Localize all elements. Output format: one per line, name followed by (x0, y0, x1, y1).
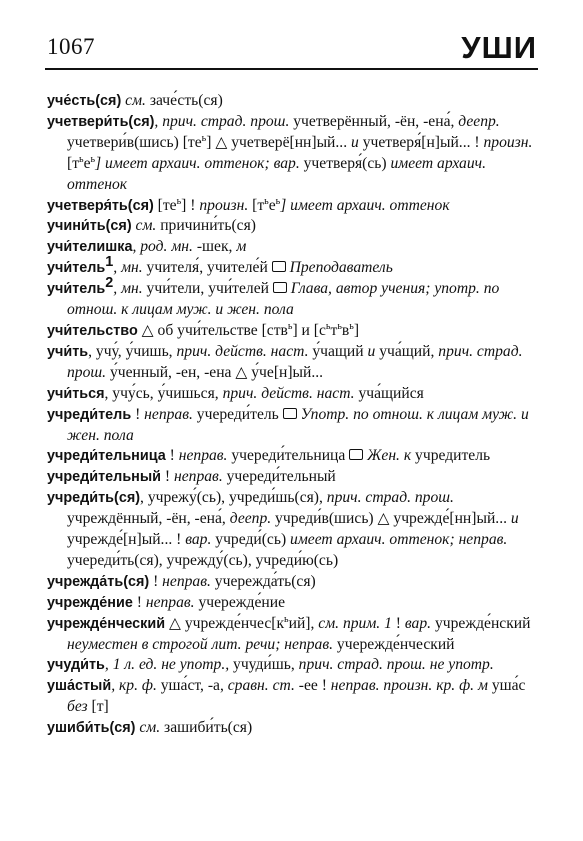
headword: учрежде́нческий (47, 615, 166, 632)
list-item: уче́сть(ся) см. заче́сть(ся) (47, 92, 223, 109)
list-item: учи́ть, учу́, у́чишь, прич. действ. наст. у́чащий и уча́щий, прич. страд. прош. у́ченный, -ен, -ена △ у́че[н]ый... (47, 342, 523, 381)
headword: учи́телишка (47, 239, 133, 256)
list-item: учреди́тельный ! неправ. учереди́тельный (47, 468, 336, 486)
box-icon (273, 282, 287, 293)
header-rule (45, 68, 538, 70)
list-item: учи́тельство △ об учи́тельстве [ств$^ь$] и $[с^ьт^ьв^ь]$ (47, 320, 360, 339)
headword: учини́ть(ся) (47, 218, 132, 235)
list-item: учи́тель$^1$, мн. учителя́, учителе́й Преподаватель (47, 254, 393, 277)
box-icon (272, 261, 286, 272)
list-item: учетверя́ть(ся) $[те^ь]$ ! произн. $[т^ье^ь]$ имеет архаич. оттенок (47, 195, 450, 214)
headword: учреди́тельный (47, 469, 162, 486)
headword: учи́тель (47, 281, 106, 298)
list-item: учрежда́ть(ся) ! неправ. учережда́ть(ся) (47, 572, 316, 590)
box-icon (283, 408, 297, 419)
list-item: учи́ться, учу́сь, у́чишься, прич. действ. наст. уча́щийся (47, 384, 424, 402)
list-item: учреди́тель ! неправ. учереди́тель Употр. по отнош. к лицам муж. и жен. пола (47, 405, 529, 444)
page-number: 1067 (47, 34, 95, 59)
list-item: учрежде́нческий △ $учрежде́нчес[к^ьий]$, см. прим. 1 ! вар. учрежде́нский неуместен в строгой лит. речи; неправ. учережде́нческий (47, 613, 531, 653)
headword: учреди́тель (47, 406, 132, 423)
headword: учи́тель (47, 260, 106, 277)
list-item: учуди́ть, 1 л. ед. не употр., учуди́шь, прич. страд. прош. не употр. (47, 656, 494, 674)
headword: уша́стый (47, 678, 112, 695)
list-item: учрежде́ние ! неправ. учережде́ние (47, 593, 285, 611)
headword: учуди́ть (47, 657, 105, 674)
headword: учрежде́ние (47, 594, 133, 611)
list-item: учи́тель$^2$, мн. учи́тели, учи́телей Глава, автор учения; употр. по отнош. к лицам муж. и жен. пола (47, 274, 500, 319)
headword: ушиби́ть(ся) (47, 720, 136, 737)
headword: учи́тельство (47, 322, 138, 339)
headword: учетверя́ть(ся) (47, 197, 154, 214)
headword: учрежда́ть(ся) (47, 573, 150, 590)
headword: уче́сть(ся) (47, 93, 122, 109)
headword: учреди́ть(ся) (47, 490, 141, 507)
list-item: ушиби́ть(ся) см. зашиби́ть(ся) (47, 719, 253, 737)
headword: учреди́тельница (47, 448, 166, 465)
headword: учи́ться (47, 385, 105, 402)
headword: учетвери́ть(ся) (47, 113, 155, 130)
list-item: учреди́тельница ! неправ. учереди́тельница Жен. к учредитель (47, 447, 491, 465)
list-item: учи́телишка, род. мн. -шек, м (47, 238, 247, 256)
list-item: учетвери́ть(ся), прич. страд. прош. учетверённый, -ён, -ена́, деепр. учетвери́в(шись) $[те^ь]$ △ учетверё[нн]ый... и учетверя́[н]ый... ! произн. $[т^ье^ь]$ имеет архаич. оттенок; вар. учетверя́(сь) имеет архаич. оттенок (47, 112, 533, 193)
headword: учи́ть (47, 343, 89, 360)
list-item: учреди́ть(ся), учрежу́(сь), учреди́шь(ся), прич. страд. прош. учреждённый, -ён, -ена́, деепр. учреди́в(шись) △ учрежде́[нн]ый... и учрежде́[н]ый... ! вар. учреди́(сь) имеет архаич. оттенок; неправ. учереди́ть(ся), учрежду́(сь), учреди́ю(сь) (47, 489, 519, 569)
running-head: УШИ (461, 30, 537, 65)
dictionary-entries (47, 91, 539, 739)
box-icon (349, 449, 363, 460)
list-item: учини́ть(ся) см. причини́ть(ся) (47, 217, 256, 235)
list-item: уша́стый, кр. ф. уша́ст, -а, сравн. ст. -ее ! неправ. произн. кр. ф. м уша́с без [т] (47, 677, 526, 716)
